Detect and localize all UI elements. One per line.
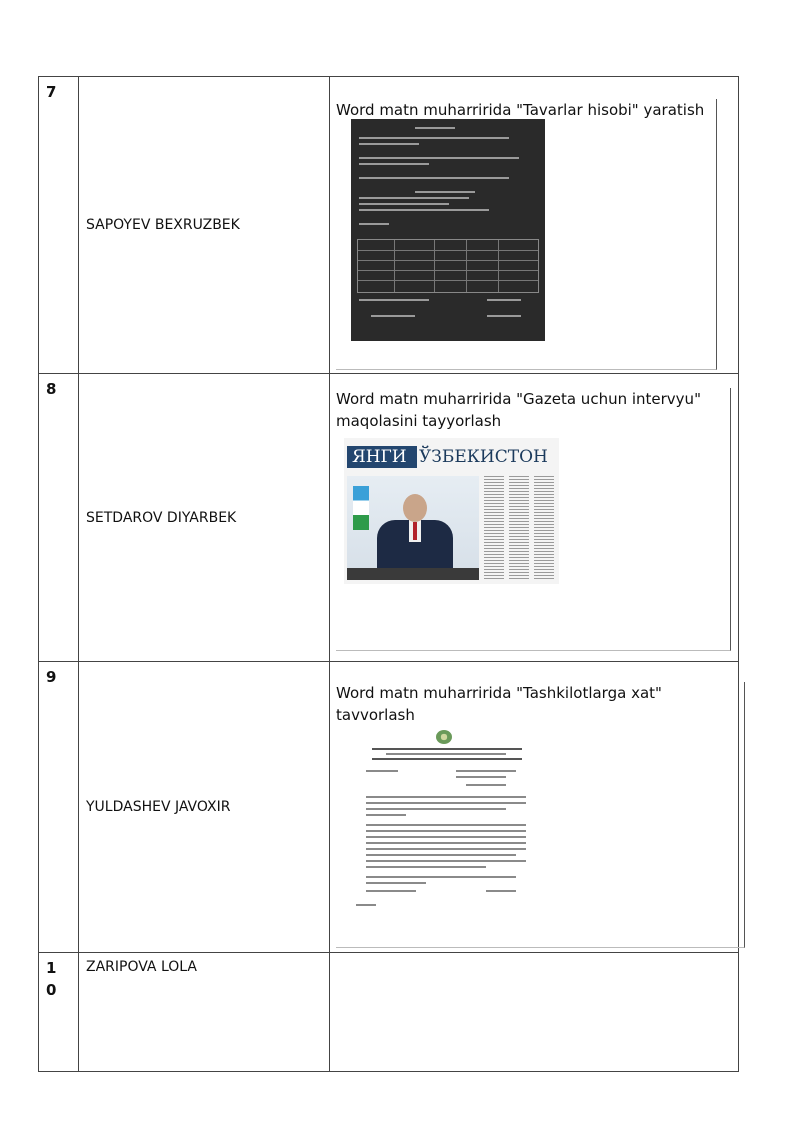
student-name-cell bbox=[79, 374, 330, 662]
student-name-cell bbox=[79, 662, 330, 953]
table-row bbox=[39, 953, 739, 1072]
task-title: Word matn muharririda "Tavarlar hisobi" yaratish bbox=[336, 101, 705, 119]
student-name: SAPOYEV BEXRUZBEK bbox=[86, 217, 240, 233]
student-name-cell bbox=[79, 953, 330, 1072]
task-card bbox=[336, 388, 731, 651]
row-number: 8 bbox=[46, 380, 57, 398]
row-number-cell bbox=[39, 374, 79, 662]
table-row bbox=[39, 77, 739, 374]
task-cell bbox=[330, 374, 739, 662]
row-number-cell bbox=[39, 662, 79, 953]
student-name: SETDAROV DIYARBEK bbox=[86, 509, 237, 526]
invoice-document-image bbox=[351, 119, 545, 341]
student-name: YULDASHEV JAVOXIR bbox=[86, 799, 231, 815]
masthead-left-text: ЯНГИ bbox=[352, 447, 407, 467]
student-task-table bbox=[38, 76, 739, 1072]
task-card bbox=[336, 99, 717, 370]
row-number: 10 bbox=[46, 959, 57, 999]
masthead-right-text: ЎЗБЕКИСТОН bbox=[419, 447, 548, 467]
task-cell bbox=[330, 953, 739, 1072]
student-name: ZARIPOVA LOLA bbox=[86, 959, 197, 975]
task-card bbox=[336, 682, 745, 948]
table-row bbox=[39, 374, 739, 662]
table-row bbox=[39, 662, 739, 953]
flag-icon bbox=[353, 486, 369, 530]
row-number-cell bbox=[39, 953, 79, 1072]
row-number: 9 bbox=[46, 668, 57, 686]
row-number: 7 bbox=[46, 83, 57, 101]
article-columns bbox=[484, 476, 556, 580]
row-number-cell bbox=[39, 77, 79, 374]
task-cell bbox=[330, 77, 739, 374]
student-name-cell bbox=[79, 77, 330, 374]
task-title: Word matn muharririda "Tashkilotlarga xat" tavvorlash bbox=[336, 684, 662, 724]
emblem-icon bbox=[436, 730, 452, 744]
task-title: Word matn muharririda "Gazeta uchun intervyu" maqolasini tayyorlash bbox=[336, 390, 701, 430]
official-letter-image bbox=[356, 730, 536, 912]
president-photo bbox=[347, 476, 479, 580]
newspaper-image bbox=[344, 438, 559, 584]
task-cell bbox=[330, 662, 739, 953]
